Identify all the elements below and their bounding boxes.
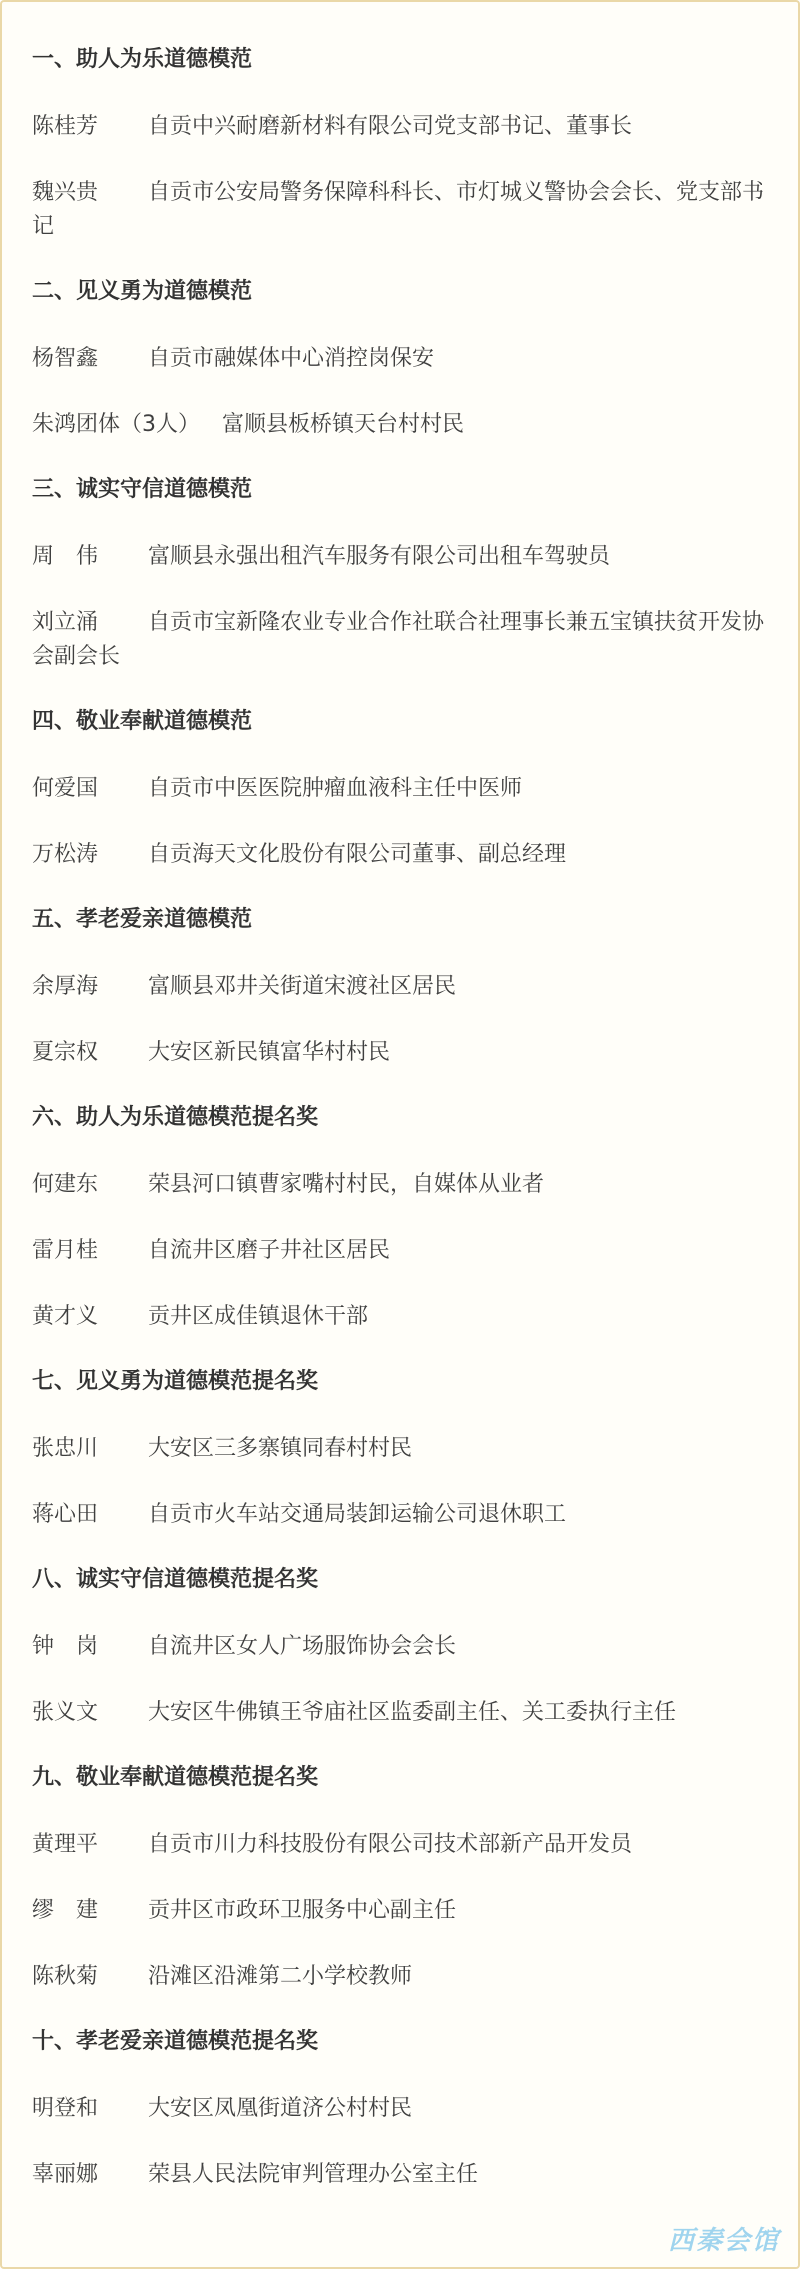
honoree-description: 贡井区成佳镇退休干部 (148, 1304, 369, 1329)
honoree-description: 自贡市中医医院肿瘤血液科主任中医师 (148, 776, 523, 801)
honoree-entry (32, 110, 768, 144)
honoree-entry (32, 1894, 768, 1928)
honoree-name: 缪 建 (32, 1898, 99, 1923)
honoree-entry (32, 1498, 768, 1532)
honoree-name: 钟 岗 (32, 1634, 99, 1659)
section-title: 八、诚实守信道德模范提名奖 (32, 1567, 319, 1592)
honoree-entry (32, 408, 768, 442)
honoree-description: 自贡市融媒体中心消控岗保安 (148, 346, 435, 371)
honoree-name: 蒋心田 (32, 1502, 99, 1527)
honoree-entry (32, 342, 768, 376)
honoree-entry (32, 1036, 768, 1070)
honoree-name: 何建东 (32, 1172, 99, 1197)
honoree-description: 大安区凤凰街道济公村村民 (148, 2096, 413, 2121)
honoree-description: 自贡中兴耐磨新材料有限公司党支部书记、董事长 (148, 114, 633, 139)
honoree-name: 辜丽娜 (32, 2162, 99, 2187)
section-title: 五、孝老爱亲道德模范 (32, 907, 253, 932)
section-title: 一、助人为乐道德模范 (32, 47, 253, 72)
honoree-description: 沿滩区沿滩第二小学校教师 (148, 1964, 413, 1989)
honoree-entry (32, 176, 768, 244)
section-title: 四、敬业奉献道德模范 (32, 709, 253, 734)
honoree-description: 贡井区市政环卫服务中心副主任 (148, 1898, 457, 1923)
honoree-entry (32, 1696, 768, 1730)
honoree-name: 黄理平 (32, 1832, 99, 1857)
section-title: 六、助人为乐道德模范提名奖 (32, 1105, 319, 1130)
honoree-description: 自贡市公安局警务保障科科长、市灯城义警协会会长、党支部书记 (32, 180, 765, 239)
honoree-description: 自贡海天文化股份有限公司董事、副总经理 (148, 842, 567, 867)
honoree-entry (32, 606, 768, 674)
honoree-description: 富顺县永强出租汽车服务有限公司出租车驾驶员 (148, 544, 611, 569)
section-title: 九、敬业奉献道德模范提名奖 (32, 1765, 319, 1790)
honoree-entry (32, 1828, 768, 1862)
honoree-name: 夏宗权 (32, 1040, 99, 1065)
section-title: 十、孝老爱亲道德模范提名奖 (32, 2029, 319, 2054)
honoree-entry (32, 1168, 768, 1202)
honoree-name: 陈秋菊 (32, 1964, 99, 1989)
honoree-name: 张义文 (32, 1700, 99, 1725)
honoree-description: 自贡市川力科技股份有限公司技术部新产品开发员 (148, 1832, 633, 1857)
honoree-description: 大安区三多寨镇同春村村民 (148, 1436, 413, 1461)
honoree-description: 富顺县邓井关街道宋渡社区居民 (148, 974, 457, 999)
honoree-name: 陈桂芳 (32, 114, 99, 139)
honoree-description: 荣县人民法院审判管理办公室主任 (148, 2162, 479, 2187)
honoree-description: 大安区牛佛镇王爷庙社区监委副主任、关工委执行主任 (148, 1700, 677, 1725)
honoree-name: 魏兴贵 (32, 180, 99, 205)
honoree-name: 刘立涌 (32, 610, 99, 635)
section-title: 七、见义勇为道德模范提名奖 (32, 1369, 319, 1394)
honoree-entry (32, 772, 768, 806)
honoree-name: 张忠川 (32, 1436, 99, 1461)
honoree-entry (32, 1432, 768, 1466)
honoree-entry (32, 970, 768, 1004)
honoree-name: 周 伟 (32, 544, 99, 569)
honoree-name: 万松涛 (32, 842, 99, 867)
honoree-description: 自流井区女人广场服饰协会会长 (148, 1634, 457, 1659)
honoree-entry (32, 1960, 768, 1994)
honoree-name: 朱鸿团体（3人） (32, 412, 200, 437)
honoree-entry (32, 1630, 768, 1664)
honoree-entry (32, 838, 768, 872)
honoree-entry (32, 2092, 768, 2126)
honoree-entry (32, 1300, 768, 1334)
honoree-description: 自贡市火车站交通局装卸运输公司退休职工 (148, 1502, 567, 1527)
honoree-name: 雷月桂 (32, 1238, 99, 1263)
section-title: 三、诚实守信道德模范 (32, 477, 253, 502)
watermark-logo: 西秦会馆 (667, 2226, 780, 2256)
honoree-name: 余厚海 (32, 974, 99, 999)
honoree-list (32, 44, 768, 2224)
honoree-description: 大安区新民镇富华村村民 (148, 1040, 391, 1065)
honoree-description: 荣县河口镇曹家嘴村村民，自媒体从业者 (148, 1172, 545, 1197)
honoree-description: 富顺县板桥镇天台村村民 (222, 412, 465, 437)
honoree-description: 自流井区磨子井社区居民 (148, 1238, 391, 1263)
honoree-name: 黄才义 (32, 1304, 99, 1329)
honoree-name: 何爱国 (32, 776, 99, 801)
honoree-name: 杨智鑫 (32, 346, 99, 371)
honoree-entry (32, 2158, 768, 2192)
honoree-entry (32, 540, 768, 574)
honoree-description: 自贡市宝新隆农业专业合作社联合社理事长兼五宝镇扶贫开发协会副会长 (32, 610, 765, 669)
honoree-entry (32, 1234, 768, 1268)
section-title: 二、见义勇为道德模范 (32, 279, 253, 304)
honoree-name: 明登和 (32, 2096, 99, 2121)
